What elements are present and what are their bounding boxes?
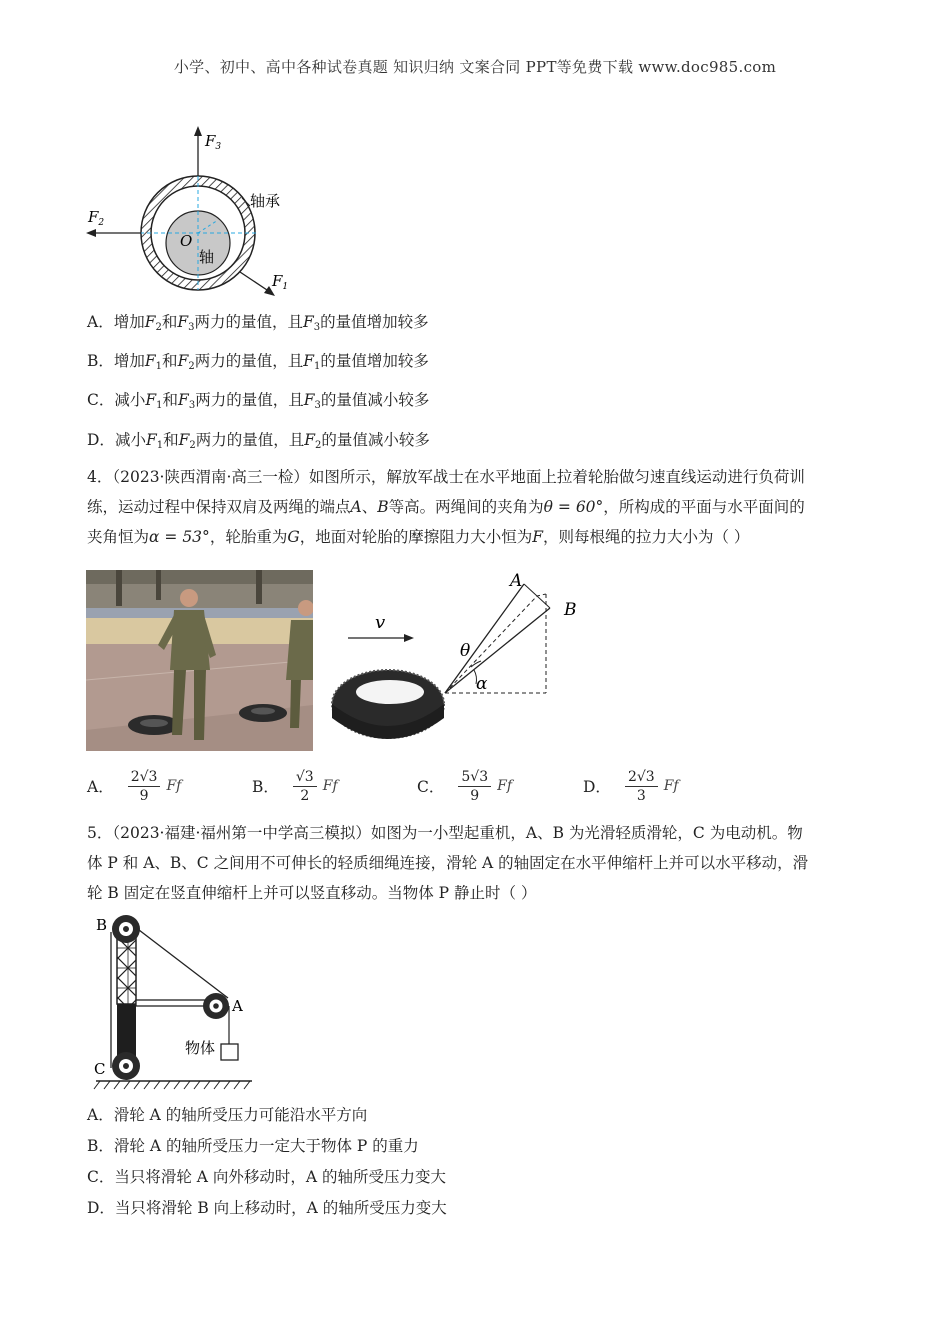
q5-option-d: D．当只将滑轮 B 向上移动时，A 的轴所受压力变大 (87, 1199, 447, 1217)
tire-rope-diagram (330, 568, 590, 748)
svg-text:F3: $F_3$ (205, 132, 222, 152)
f1-label: F (272, 272, 283, 290)
point-b-label: B (564, 600, 577, 620)
svg-text:F2: $F_2$ (88, 208, 105, 228)
velocity-label: v (375, 612, 386, 633)
alpha-label: α (476, 674, 488, 694)
object-label: 物体 (185, 1039, 216, 1057)
page-header: 小学、初中、高中各种试卷真题 知识归纳 文案合同 PPT等免费下载 www.doc985.com (173, 58, 777, 76)
pulley-a-label: A (232, 997, 243, 1015)
soldier-tire-photo (86, 570, 313, 751)
q4-option-a: A． $\frac{2√3}{9}$ F f (87, 768, 182, 804)
f2-label: F (88, 208, 99, 226)
q3-option-b: B．增加$F_1$和$F_2$两力的量值，且$F_1$的量值增加较多 (87, 352, 429, 372)
point-a-label: A (510, 571, 523, 591)
crane-figure (88, 908, 258, 1093)
q3-option-a: A．增加$F_2$和$F_3$两力的量值，且$F_3$的量值增加较多 (87, 313, 429, 333)
bearing-label: 轴承 (250, 192, 281, 210)
q5-option-a: A．滑轮 A 的轴所受压力可能沿水平方向 (87, 1106, 368, 1124)
q4-option-b: B． $\frac{√3}{2}$ F f (252, 768, 338, 804)
q4-option-d: D． $\frac{2√3}{3}$ F f (583, 768, 679, 804)
q4-option-c: C． $\frac{5√3}{9}$ F f (417, 768, 513, 804)
q3-option-c: C．减小$F_1$和$F_3$两力的量值，且$F_3$的量值减小较多 (87, 391, 430, 411)
q4-stem: 4．（2023·陕西渭南·高三一检）如图所示，解放军战士在水平地面上拉着轮胎做匀速直线运动进行负荷训 练，运动过程中保持双肩及两绳的端点A、B等高。两绳间的夹角为θ = 60°，所构成的平面与水平面间的 夹角恒为α = 53°，轮胎重为G，地面对轮胎的摩擦阻力大小恒为F，则每根绳的拉力大小为（ ） (87, 468, 805, 546)
q4-options (87, 763, 787, 809)
center-o-label: O (180, 232, 193, 250)
q3-option-d: D．减小$F_1$和$F_2$两力的量值，且$F_2$的量值减小较多 (87, 431, 430, 451)
f3-label: F (205, 132, 216, 150)
theta-label: θ (460, 641, 471, 661)
shaft-label: 轴 (199, 248, 215, 266)
svg-text:F1: $F_1$ (272, 272, 289, 292)
q5-option-b: B．滑轮 A 的轴所受压力一定大于物体 P 的重力 (87, 1137, 419, 1155)
pulley-b-label: B (96, 916, 108, 934)
bearing-figure (80, 120, 310, 300)
motor-c-label: C (94, 1060, 106, 1078)
q5-stem: 5．（2023·福建·福州第一中学高三模拟）如图为一小型起重机，A、B 为光滑轻质滑轮，C 为电动机。物 体 P 和 A、B、C 之间用不可伸长的轻质细绳连接，滑轮 A 的轴固定在水平伸缩杆上并可以水平移动，滑 轮 B 固定在竖直伸缩杆上并可以竖直移动。当物体 P 静止时（ ） (87, 824, 809, 902)
q5-option-c: C．当只将滑轮 A 向外移动时，A 的轴所受压力变大 (87, 1168, 447, 1186)
